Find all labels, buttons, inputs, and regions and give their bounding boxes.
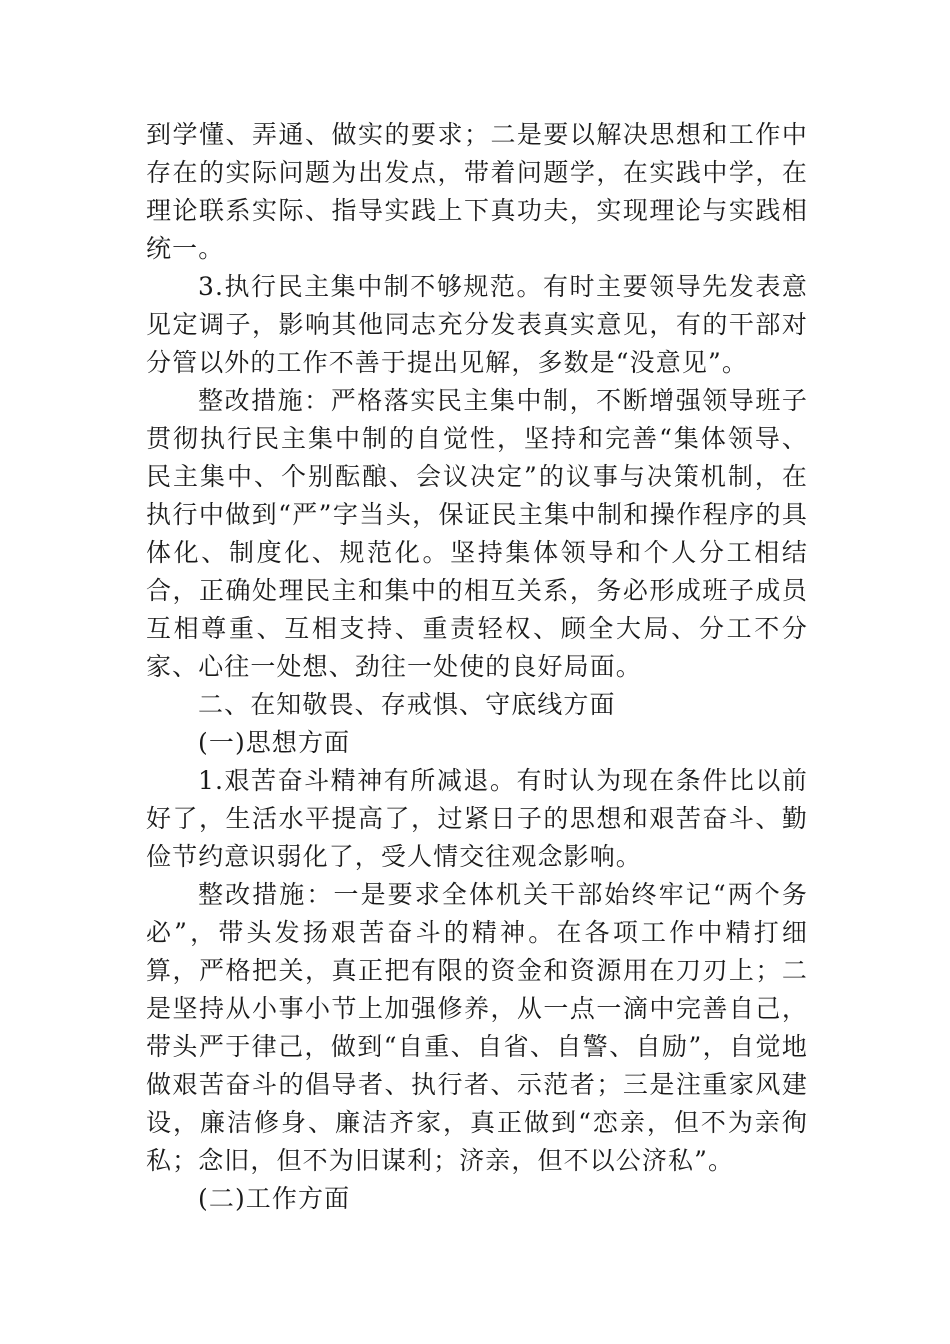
paragraph-issue-3: 3.执行民主集中制不够规范。有时主要领导先发表意见定调子，影响其他同志充分发表真实意见，有的干部对分管以外的工作不善于提出见解，多数是“没意见”。 bbox=[146, 272, 808, 377]
section-heading-2: 二、在知敬畏、存戒惧、守底线方面 bbox=[198, 690, 616, 719]
subsection-heading-thought: (一)思想方面 bbox=[198, 728, 351, 757]
document-body bbox=[146, 116, 808, 1218]
paragraph-rectification-2: 整改措施：一是要求全体机关干部始终牢记“两个务必”，带头发扬艰苦奋斗的精神。在各项工作中精打细算，严格把关，真正把有限的资金和资源用在刀刃上；二是坚持从小事小节上加强修养，从一点一滴中完善自己，带头严于律己，做到“自重、自省、自警、自励”，自觉地做艰苦奋斗的倡导者、执行者、示范者；三是注重家风建设，廉洁修身、廉洁齐家，真正做到“恋亲，但不为亲徇私；念旧，但不为旧谋利；济亲，但不以公济私”。 bbox=[146, 880, 808, 1175]
paragraph-issue-1: 1.艰苦奋斗精神有所减退。有时认为现在条件比以前好了，生活水平提高了，过紧日子的思想和艰苦奋斗、勤俭节约意识弱化了，受人情交往观念影响。 bbox=[146, 766, 808, 871]
paragraph-continuation: 到学懂、弄通、做实的要求；二是要以解决思想和工作中存在的实际问题为出发点，带着问题学，在实践中学，在理论联系实际、指导实践上下真功夫，实现理论与实践相统一。 bbox=[146, 120, 808, 263]
subsection-heading-work: (二)工作方面 bbox=[198, 1184, 351, 1213]
paragraph-rectification-1: 整改措施：严格落实民主集中制，不断增强领导班子贯彻执行民主集中制的自觉性，坚持和完善“集体领导、民主集中、个别酝酿、会议决定”的议事与决策机制，在执行中做到“严”字当头，保证民主集中制和操作程序的具体化、制度化、规范化。坚持集体领导和个人分工相结合，正确处理民主和集中的相互关系，务必形成班子成员互相尊重、互相支持、重责轻权、顾全大局、分工不分家、心往一处想、劲往一处使的良好局面。 bbox=[146, 386, 808, 681]
